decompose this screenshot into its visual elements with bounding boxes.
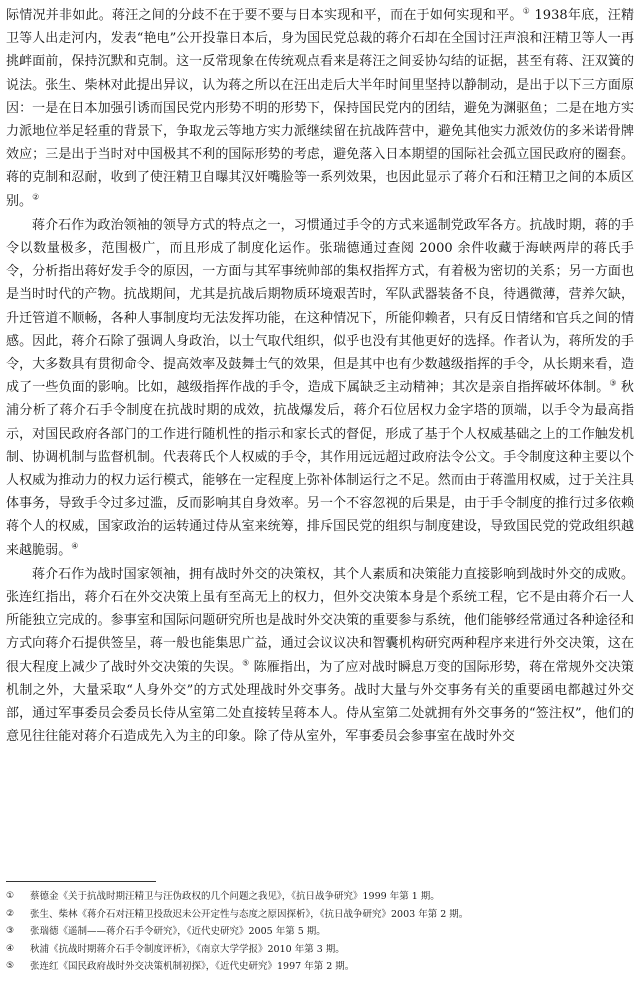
footnote-text: 张生、柴林《蒋介石对汪精卫投敌迟未公开定性与态度之原因探析》，《抗日战争研究》2003 年第 2 期。 <box>30 908 469 920</box>
footnote-marker[interactable]: ⑤ <box>242 658 250 668</box>
footnote-number: ⑤ <box>6 961 15 972</box>
footnote-number: ① <box>6 891 15 901</box>
body-text <box>6 4 634 749</box>
body-paragraph <box>6 563 634 749</box>
paragraph-text: 秋浦分析了蒋介石手令制度在抗战时期的成效，抗战爆发后，蒋介石位居权力金字塔的顶端，以手令为最高指示，对国民政府各部门的工作进行随机性的指示和家长式的督促，形成了基于个人权威基础之上的工作触发机制、协调机制与监督机制。代表蒋氏个人权威的手令，其作用远远超过政府法令公文。手令制度这种主要以个人权威为推动力的权力运行模式，能够在一定程度上弥补体制运行之不足。然而由于蒋滥用权威，过于关注具体事务，导致手令过多过滥，反而影响其自身效率。另一个不容忽视的后果是，由于手令制度的推行过多依赖蒋个人的权威，国家政治的运转通过侍从室来统筹，排斥国民党的组织与制度建设，导致国民党的党政组织越来越脆弱。 <box>6 380 634 558</box>
footnote-marker[interactable]: ② <box>32 192 40 202</box>
paragraph-text: 蒋介石作为战时国家领袖，拥有战时外交的决策权，其个人素质和决策能力直接影响到战时外交的成败。张连红指出，蒋介石在外交决策上虽有至高无上的权力，但外交决策本身是个系统工程，它不是由蒋介石一人所能独立完成的。参事室和国际问题研究所也是战时外交决策的重要参与系统，他们能够经常通过各种途径和方式向蒋介石提供签呈，蒋一般也能集思广益，通过会议议决和智囊机构研究两种程序来进行外交决策，这在很大程度上减少了战时外交决策的失误。 <box>6 566 634 675</box>
footnote-number: ④ <box>6 943 15 954</box>
body-paragraph <box>6 4 634 213</box>
footnote-item <box>6 906 634 924</box>
footnote-number: ③ <box>6 926 15 937</box>
footnote-item <box>6 941 634 959</box>
footnote-text: 张连红《国民政府战时外交决策机制初探》，《近代史研究》1997 年第 2 期。 <box>30 961 355 973</box>
footnote-marker[interactable]: ③ <box>609 378 617 388</box>
paragraph-text: 际情况并非如此。蒋汪之间的分歧不在于要不要与日本实现和平，而在于如何实现和平。 <box>6 8 523 23</box>
document-page <box>6 4 634 749</box>
footnote-number: ② <box>6 908 15 919</box>
paragraph-text: 1938年底，汪精卫等人出走河内，发表“艳电”公开投靠日本后，身为国民党总裁的蒋介石却在全国讨汪声浪和汪精卫等人一再挑衅面前，保持沉默和克制。这一反常现象在传统观点看来是蒋汪之间妥协勾结的证据，甚至有蒋、汪双簧的说法。张生、柴林对此提出异议，认为蒋之所以在汪出走后大半年时间里坚持以静制动，是出于以下三方面原因：一是在日本加强引诱而国民党内形势不明的形势下，保持国民党内的团结，避免为渊驱鱼；二是在地方实力派地位举足轻重的背景下，争取龙云等地方实力派继续留在抗战阵营中，避免其他实力派效仿的多米诺骨牌效应；三是出于当时对中国极其不利的国际形势的考虑，避免落入日本期望的国际社会孤立国民政府的圈套。蒋的克制和忍耐，收到了使汪精卫自曝其汉奸嘴脸等一系列效果，也因此显示了蒋介石和汪精卫之间的本质区别。 <box>6 8 634 209</box>
footnote-divider <box>6 881 156 882</box>
footnote-item <box>6 958 634 976</box>
body-paragraph <box>6 214 634 562</box>
footnote-text: 张瑞德《遥制——蒋介石手令研究》，《近代史研究》2005 年第 5 期。 <box>30 926 326 938</box>
footnote-marker[interactable]: ④ <box>71 541 79 551</box>
footnote-item <box>6 923 634 941</box>
paragraph-text: 陈雁指出，为了应对战时瞬息万变的国际形势，蒋在常规外交决策机制之外，大量采取“人身外交”的方式处理战时外交事务。战时大量与外交事务有关的重要函电都越过外交部，通过军事委员会委员长侍从室第二处直接转呈蒋本人。侍从室第二处就拥有外交事务的“签注权”，他们的意见往往能对蒋介石造成先入为主的印象。除了侍从室外，军事委员会参事室在战时外交 <box>6 659 634 745</box>
footnote-text: 秋浦《抗战时期蒋介石手令制度评析》，《南京大学学报》2010 年第 3 期。 <box>30 943 345 955</box>
paragraph-text: 蒋介石作为政治领袖的领导方式的特点之一，习惯通过手令的方式来遥制党政军各方。抗战时期，蒋的手令以数量极多，范围极广，而且形成了制度化运作。张瑞德通过查阅 2000 余件收藏于海峡两岸的蒋氏手令，分析指出蒋好发手令的原因，一方面与其军事统帅部的集权指挥方式，有着极为密切的关系；另一方面也是当时时代的产物。抗战期间，尤其是抗战后期物质环境艰苦时，军队武器装备不良，待遇微薄，营养欠缺，升迁管道不顺畅，各种人事制度均无法发挥功能，在这种情况下，所能仰赖者，只有反日情绪和官兵之间的情感。因此，蒋介石除了强调人身政治，以士气取代组织，似乎也没有其他更好的选择。作者认为，蒋所发的手令，大多数具有贯彻命令、提高效率及鼓舞士气的效果，但是其中也有少数越级指挥的手令，从长期来看，造成了一些负面的影响。比如，越级指挥作战的手令，造成下属缺乏主动精神；其次是亲自指挥破坏体制。 <box>6 217 634 396</box>
footnote-text: 蔡德金《关于抗战时期汪精卫与汪伪政权的几个问题之我见》，《抗日战争研究》1999 年第 1 期。 <box>30 891 440 902</box>
footnote-marker[interactable]: ① <box>522 6 531 16</box>
footnote-item <box>6 888 634 906</box>
footnotes <box>6 888 634 976</box>
